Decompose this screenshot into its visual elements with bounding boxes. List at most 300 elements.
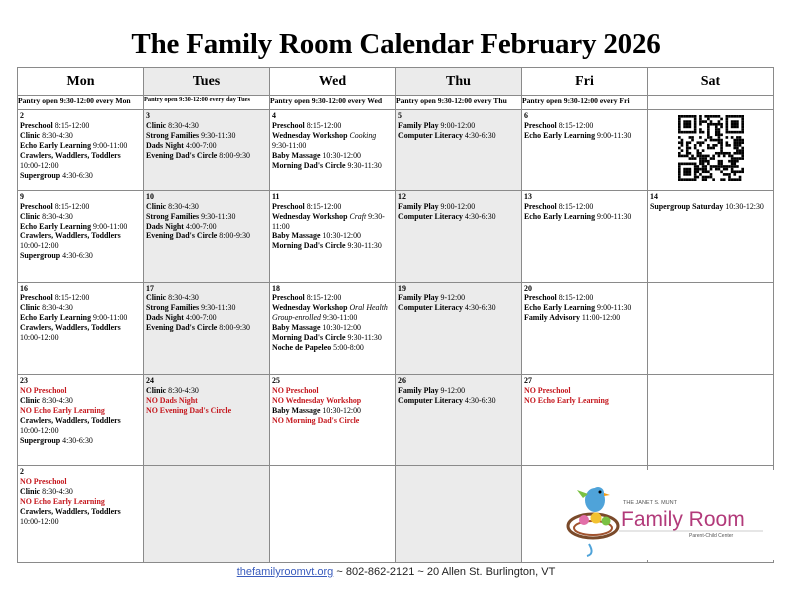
day-cell-tues (144, 282, 270, 375)
event (524, 131, 646, 141)
event-time: 9:00-11:30 (595, 131, 632, 141)
day-content (396, 110, 521, 141)
event-name: Echo Early Learning (20, 313, 92, 323)
event-name: Clinic (146, 293, 167, 303)
event (146, 212, 268, 222)
logo-small-text: THE JANET S. MUNT (623, 500, 677, 506)
event (524, 313, 646, 323)
event (146, 323, 268, 333)
date-number: 18 (272, 283, 280, 293)
event (20, 202, 142, 212)
event (398, 131, 520, 141)
date-number: 24 (146, 376, 154, 386)
day-cell-wed (270, 282, 396, 375)
event-name: Crawlers, Waddlers, Toddlers (20, 231, 121, 241)
event-name: Preschool (272, 121, 305, 131)
event (398, 303, 520, 313)
event-time: 8:00-9:30 (217, 231, 250, 241)
day-cell-tues (144, 466, 270, 563)
event-time: 9:00-11:30 (595, 303, 632, 313)
pantry-mon: Pantry open 9:30-12:00 every Mon (18, 96, 144, 110)
cancelled-event: NO Evening Dad's Circle (146, 406, 232, 416)
event-time: 4:00-7:00 (183, 313, 217, 323)
date-number: 27 (524, 376, 532, 386)
date-number: 16 (20, 283, 28, 293)
event-name: Evening Dad's Circle (146, 323, 218, 333)
event-name: Echo Early Learning (20, 221, 92, 231)
event-time: 9:30-11:30 (345, 333, 382, 343)
event-time: 9:30-11:30 (345, 241, 382, 251)
event-name: Clinic (146, 121, 167, 131)
day-cell-thu (396, 375, 522, 466)
day-content (18, 191, 143, 261)
pantry-thu: Pantry open 9:30-12:00 every Thu (396, 96, 522, 110)
date-number: 9 (20, 191, 24, 201)
date-number: 12 (398, 191, 406, 201)
logo-tagline: Parent-Child Center (689, 533, 734, 539)
event (524, 396, 646, 406)
day-header-fri: Fri (522, 68, 648, 96)
cancelled-event: NO Morning Dad's Circle (272, 415, 360, 425)
day-cell-wed (270, 375, 396, 466)
event-time: 11:00-12:00 (579, 313, 621, 323)
event-name: Crawlers, Waddlers, Toddlers (20, 415, 121, 425)
week-row (18, 282, 774, 375)
day-header-mon: Mon (18, 68, 144, 96)
event (272, 131, 394, 151)
event (20, 251, 142, 261)
event-name: Family Advisory (524, 313, 580, 323)
event-time: 8:15-12:00 (556, 201, 594, 211)
event-time: 8:15-12:00 (304, 293, 342, 303)
event-name: Morning Dad's Circle (272, 333, 346, 343)
event-time: 8:15-12:00 (556, 121, 594, 131)
day-cell-sat (648, 110, 774, 191)
event-time: 10:00-12:00 (20, 241, 59, 251)
event-time: 9:30-11:30 (199, 131, 236, 141)
date-number: 19 (398, 283, 406, 293)
day-cell-wed (270, 466, 396, 563)
day-cell-fri (522, 110, 648, 191)
event-name: Echo Early Learning (524, 303, 596, 313)
footer-separator: ~ (333, 566, 346, 578)
event (20, 121, 142, 131)
pantry-wed: Pantry open 9:30-12:00 every Wed (270, 96, 396, 110)
day-cell-fri (522, 282, 648, 375)
cancelled-event: NO Echo Early Learning (524, 396, 609, 406)
day-content (18, 375, 143, 445)
event-name: Wednesday Workshop (272, 211, 348, 221)
event-name: Family Play (398, 201, 439, 211)
event (398, 212, 520, 222)
day-header-tues: Tues (144, 68, 270, 96)
day-content (270, 191, 395, 251)
event-time: 4:30-6:30 (60, 170, 93, 180)
event-name: Family Play (398, 386, 439, 396)
day-cell-wed (270, 190, 396, 282)
event (272, 293, 394, 303)
event-time: 9:30-11:30 (345, 160, 382, 170)
event (524, 386, 646, 396)
event-topic: Craft (347, 211, 367, 221)
event-time: 8:15-12:00 (52, 293, 90, 303)
day-content (270, 466, 395, 467)
event (524, 212, 646, 222)
event-name: Crawlers, Waddlers, Toddlers (20, 323, 121, 333)
event-name: Supergroup Saturday (650, 201, 724, 211)
event (272, 323, 394, 333)
event-name: Clinic (20, 486, 41, 496)
event-name: Strong Families (146, 303, 200, 313)
event-topic: Oral Health Group-enrolled (272, 303, 388, 323)
day-content (522, 110, 647, 141)
cancelled-event: NO Preschool (272, 386, 319, 396)
footer-separator: ~ (414, 566, 427, 578)
event (272, 343, 394, 353)
day-content (648, 283, 773, 284)
event (398, 202, 520, 212)
date-number: 17 (146, 283, 154, 293)
event-name: Dads Night (146, 140, 184, 150)
event-topic: Cooking (347, 131, 377, 141)
date-number: 25 (272, 376, 280, 386)
event (398, 396, 520, 406)
day-cell-tues (144, 110, 270, 191)
day-cell-tues (144, 190, 270, 282)
day-cell-mon (18, 190, 144, 282)
day-content (648, 110, 773, 181)
day-content (522, 375, 647, 406)
pantry-tues: Pantry open 9:30-12:00 every day Tues (144, 96, 270, 110)
date-number: 2 (20, 467, 24, 477)
cancelled-event: NO Preschool (524, 386, 571, 396)
event-time: 8:30-4:30 (166, 293, 199, 303)
event-name: Crawlers, Waddlers, Toddlers (20, 506, 121, 516)
event-time: 4:30-6:30 (462, 211, 496, 221)
event-time: 8:15-12:00 (304, 121, 342, 131)
weekday-header-row (18, 68, 774, 96)
event (20, 212, 142, 222)
event-name: Strong Families (146, 131, 200, 141)
event-time: 5:00-8:00 (331, 343, 364, 353)
website-link[interactable]: thefamilyroomvt.org (236, 566, 334, 578)
day-content (648, 466, 773, 467)
event (272, 406, 394, 416)
day-content (396, 466, 521, 467)
day-content (396, 283, 521, 314)
date-number: 26 (398, 376, 406, 386)
day-cell-mon (18, 466, 144, 563)
qr-code-icon[interactable] (678, 115, 744, 181)
event-name: Clinic (146, 386, 167, 396)
event-name: Computer Literacy (398, 131, 463, 141)
event (146, 121, 268, 131)
event-time: 10:30-12:00 (320, 323, 362, 333)
event-time: 8:00-9:30 (217, 150, 250, 160)
event-name: Preschool (524, 121, 557, 131)
date-number: 23 (20, 376, 28, 386)
event-time: 4:30-6:30 (462, 303, 496, 313)
day-content (18, 110, 143, 180)
day-cell-sat (648, 190, 774, 282)
event (20, 406, 142, 416)
event (272, 241, 394, 251)
event (20, 507, 142, 527)
event-name: Echo Early Learning (20, 140, 92, 150)
event-name: Family Play (398, 121, 439, 131)
day-content (18, 466, 143, 526)
event-name: Morning Dad's Circle (272, 160, 346, 170)
event-time: 10:30-12:00 (320, 231, 362, 241)
event (146, 313, 268, 323)
day-content (270, 110, 395, 170)
event (146, 293, 268, 303)
event-name: Clinic (20, 131, 41, 141)
logo-name: Family Room (621, 508, 745, 531)
event (146, 141, 268, 151)
event-name: Evening Dad's Circle (146, 231, 218, 241)
event-time: 8:30-4:30 (166, 121, 199, 131)
event-time: 9:30-11:30 (199, 303, 236, 313)
event-time: 4:30-6:30 (462, 131, 496, 141)
event-time: 9-12:00 (438, 293, 466, 303)
event-name: Dads Night (146, 313, 184, 323)
event (272, 212, 394, 232)
day-content (648, 375, 773, 376)
event (146, 151, 268, 161)
event-name: Preschool (20, 121, 53, 131)
phone-number: 802-862-2121 (345, 566, 415, 578)
event (20, 416, 142, 436)
event (146, 406, 268, 416)
event (20, 396, 142, 406)
event-name: Wednesday Workshop (272, 131, 348, 141)
event-name: Computer Literacy (398, 211, 463, 221)
event (524, 303, 646, 313)
cancelled-event: NO Preschool (20, 386, 67, 396)
event (524, 293, 646, 303)
event-name: Strong Families (146, 211, 200, 221)
event-time: 8:30-4:30 (166, 386, 199, 396)
event (272, 396, 394, 406)
event-time: 8:30-4:30 (166, 201, 199, 211)
day-content (648, 191, 773, 212)
date-number: 20 (524, 283, 532, 293)
day-content (522, 466, 647, 467)
week-row (18, 190, 774, 282)
day-content (144, 466, 269, 467)
event-name: Preschool (20, 201, 53, 211)
nest-bird-icon (568, 487, 618, 556)
day-cell-thu (396, 110, 522, 191)
event-name: Baby Massage (272, 323, 321, 333)
event-time: 10:30-12:30 (723, 201, 764, 211)
day-content (144, 110, 269, 161)
event (20, 303, 142, 313)
day-cell-mon (18, 282, 144, 375)
cancelled-event: NO Preschool (20, 477, 67, 486)
event-name: Dads Night (146, 221, 184, 231)
day-header-thu: Thu (396, 68, 522, 96)
event-name: Noche de Papeleo (272, 343, 332, 353)
event-name: Preschool (272, 293, 305, 303)
event-time: 4:30-6:30 (60, 435, 93, 445)
day-cell-sat (648, 375, 774, 466)
event-name: Baby Massage (272, 231, 321, 241)
event-time: 8:15-12:00 (556, 293, 594, 303)
date-number: 13 (524, 191, 532, 201)
family-room-logo (553, 470, 774, 560)
event-name: Supergroup (20, 170, 61, 180)
event (20, 231, 142, 251)
day-cell-thu (396, 282, 522, 375)
event-name: Supergroup (20, 435, 61, 445)
day-cell-thu (396, 190, 522, 282)
event-name: Computer Literacy (398, 396, 463, 406)
event-time: 9:30-11:30 (199, 211, 236, 221)
logo-graphic (553, 470, 774, 560)
day-cell-sat (648, 282, 774, 375)
pantry-row (18, 96, 774, 110)
event-time: 10:30-12:00 (320, 406, 362, 416)
event-time: 8:15-12:00 (304, 201, 342, 211)
event-time: 9:30-11:00 (272, 140, 307, 150)
cancelled-event: NO Echo Early Learning (20, 406, 105, 416)
event-time: 9:30-11:00 (320, 313, 358, 323)
week-row (18, 375, 774, 466)
event-time: 9-12:00 (438, 386, 466, 396)
event-name: Computer Literacy (398, 303, 463, 313)
cancelled-event: NO Wednesday Workshop (272, 396, 362, 406)
event (20, 386, 142, 396)
day-content (396, 191, 521, 222)
event (20, 131, 142, 141)
date-number: 2 (20, 111, 24, 121)
event (272, 303, 394, 323)
event-name: Crawlers, Waddlers, Toddlers (20, 150, 121, 160)
event-time: 8:30-4:30 (40, 211, 73, 221)
event-name: Clinic (20, 211, 41, 221)
event-time: 8:30-4:30 (40, 131, 73, 141)
event-time: 8:30-4:30 (40, 303, 73, 313)
event (272, 416, 394, 426)
day-content (144, 283, 269, 334)
event (20, 313, 142, 323)
event (20, 151, 142, 171)
day-cell-fri (522, 375, 648, 466)
event-time: 4:00-7:00 (183, 221, 217, 231)
event (20, 436, 142, 446)
event-name: Evening Dad's Circle (146, 150, 218, 160)
event-name: Clinic (20, 303, 41, 313)
week-row (18, 110, 774, 191)
event-time: 8:30-4:30 (40, 396, 73, 406)
date-number: 5 (398, 111, 402, 121)
day-content (144, 375, 269, 416)
event (20, 141, 142, 151)
date-number: 6 (524, 111, 528, 121)
pantry-sat (648, 96, 774, 110)
event (146, 131, 268, 141)
event (272, 202, 394, 212)
event-time: 10:00-12:00 (20, 425, 59, 435)
date-number: 10 (146, 191, 154, 201)
day-cell-wed (270, 110, 396, 191)
event-name: Preschool (524, 201, 557, 211)
event (20, 487, 142, 497)
event-time: 8:30-4:30 (40, 486, 73, 496)
event (20, 222, 142, 232)
footer (0, 566, 792, 578)
event-time: 9:00-12:00 (438, 201, 476, 211)
event-time: 9:00-11:00 (91, 313, 128, 323)
event (146, 231, 268, 241)
event (146, 386, 268, 396)
address: 20 Allen St. Burlington, VT (426, 566, 556, 578)
event-name: Preschool (272, 201, 305, 211)
page-title: The Family Room Calendar February 2026 (131, 28, 661, 60)
event (272, 121, 394, 131)
event-time: 4:00-7:00 (183, 140, 217, 150)
day-content (522, 191, 647, 222)
day-content (144, 191, 269, 242)
event (20, 171, 142, 181)
cancelled-event: NO Echo Early Learning (20, 496, 105, 506)
event-time: 10:30-12:00 (320, 150, 362, 160)
date-number: 3 (146, 111, 150, 121)
event-time: 9:30-11:00 (272, 211, 385, 231)
day-cell-mon (18, 375, 144, 466)
event (272, 151, 394, 161)
day-header-sat: Sat (648, 68, 774, 96)
event-time: 9:00-11:00 (91, 140, 128, 150)
event-name: Supergroup (20, 251, 61, 261)
event-name: Preschool (20, 293, 53, 303)
day-cell-fri (522, 190, 648, 282)
date-number: 11 (272, 191, 280, 201)
event (272, 333, 394, 343)
event-name: Morning Dad's Circle (272, 241, 346, 251)
event-time: 8:15-12:00 (52, 121, 90, 131)
day-content (270, 283, 395, 353)
event (20, 477, 142, 487)
event (398, 386, 520, 396)
day-cell-thu (396, 466, 522, 563)
event (524, 202, 646, 212)
event-time: 10:00-12:00 (20, 333, 59, 343)
event-name: Baby Massage (272, 406, 321, 416)
event (146, 222, 268, 232)
event-time: 9:00-12:00 (438, 121, 476, 131)
cancelled-event: NO Dads Night (146, 396, 198, 406)
pantry-fri: Pantry open 9:30-12:00 every Fri (522, 96, 648, 110)
event-name: Clinic (146, 201, 167, 211)
event (20, 293, 142, 303)
event-time: 8:00-9:30 (217, 323, 250, 333)
event (272, 161, 394, 171)
event (20, 323, 142, 343)
event-time: 9:00-11:00 (91, 221, 128, 231)
day-cell-tues (144, 375, 270, 466)
event (398, 121, 520, 131)
event-time: 4:30-6:30 (60, 251, 93, 261)
event-time: 9:00-11:30 (595, 211, 632, 221)
event-name: Preschool (524, 293, 557, 303)
event (146, 303, 268, 313)
event-name: Clinic (20, 396, 41, 406)
event-name: Echo Early Learning (524, 131, 596, 141)
event (650, 202, 772, 212)
